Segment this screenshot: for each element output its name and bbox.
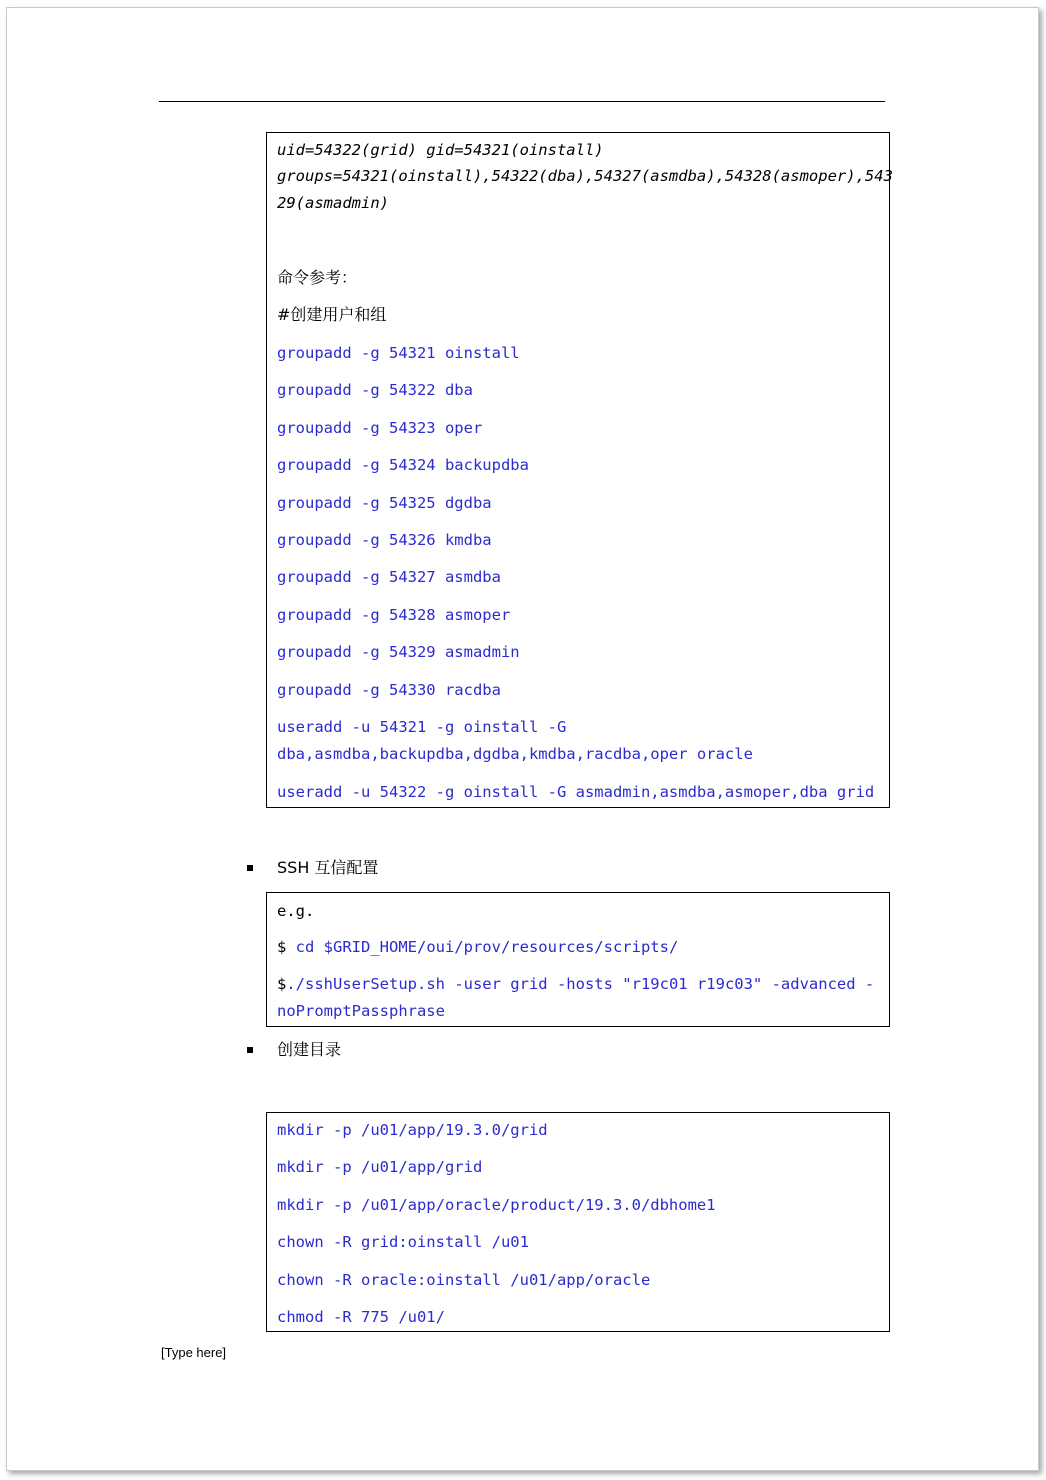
prompt-symbol: $ [277,938,296,956]
code-box-directories [266,1112,890,1332]
command-line: groupadd -g 54327 asmdba [277,568,501,586]
user-info-line: groups=54321(oinstall),54322(dba),54327(asmdba),54328(asmoper),543 [277,167,893,185]
cd-command: cd $GRID_HOME/oui/prov/resources/scripts/ [295,938,679,956]
comment-line: #创建用户和组 [277,305,387,324]
command-line: groupadd -g 54323 oper [277,419,483,437]
command-line: useradd -u 54321 -g oinstall -G [277,718,567,736]
command-line [277,937,678,957]
code-box-users-groups [266,132,893,808]
command-line: useradd -u 54322 -g oinstall -G asmadmin,asmdba,asmoper,dba grid [277,783,875,801]
header-rule [159,101,885,102]
user-info-line: 29(asmadmin) [277,194,389,212]
command-line: groupadd -g 54326 kmdba [277,531,492,549]
ssh-setup-command: ./sshUserSetup.sh -user grid -hosts "r19c01 r19c03" -advanced - [286,975,875,993]
command-line: groupadd -g 54330 racdba [277,681,501,699]
command-reference-label: 命令参考： [277,268,358,287]
command-line: noPromptPassphrase [277,1002,445,1020]
bullet-marker [247,1047,253,1053]
command-line: groupadd -g 54324 backupdba [277,456,529,474]
command-line: groupadd -g 54329 asmadmin [277,643,520,661]
command-line: chown -R oracle:oinstall /u01/app/oracle [277,1271,651,1289]
code-box-ssh [266,892,890,1027]
command-line: groupadd -g 54325 dgdba [277,494,492,512]
command-line: mkdir -p /u01/app/oracle/product/19.3.0/dbhome1 [277,1196,716,1214]
prompt-symbol: $ [277,975,287,993]
command-line: groupadd -g 54328 asmoper [277,606,511,624]
bullet-marker [247,865,253,871]
bullet-dir-heading: 创建目录 [277,1040,342,1059]
command-line [277,974,874,994]
user-info-line: uid=54322(grid) gid=54321(oinstall) [277,141,604,159]
footer-placeholder[interactable]: [Type here] [161,1345,227,1360]
command-line: groupadd -g 54321 oinstall [277,344,520,362]
command-line: mkdir -p /u01/app/19.3.0/grid [277,1121,548,1139]
command-line: dba,asmdba,backupdba,dgdba,kmdba,racdba,oper oracle [277,745,753,763]
eg-label: e.g. [277,902,315,920]
command-line: groupadd -g 54322 dba [277,381,473,399]
bullet-ssh-heading: SSH 互信配置 [277,858,379,877]
command-line: mkdir -p /u01/app/grid [277,1158,483,1176]
command-line: chmod -R 775 /u01/ [277,1308,445,1326]
command-line: chown -R grid:oinstall /u01 [277,1233,529,1251]
